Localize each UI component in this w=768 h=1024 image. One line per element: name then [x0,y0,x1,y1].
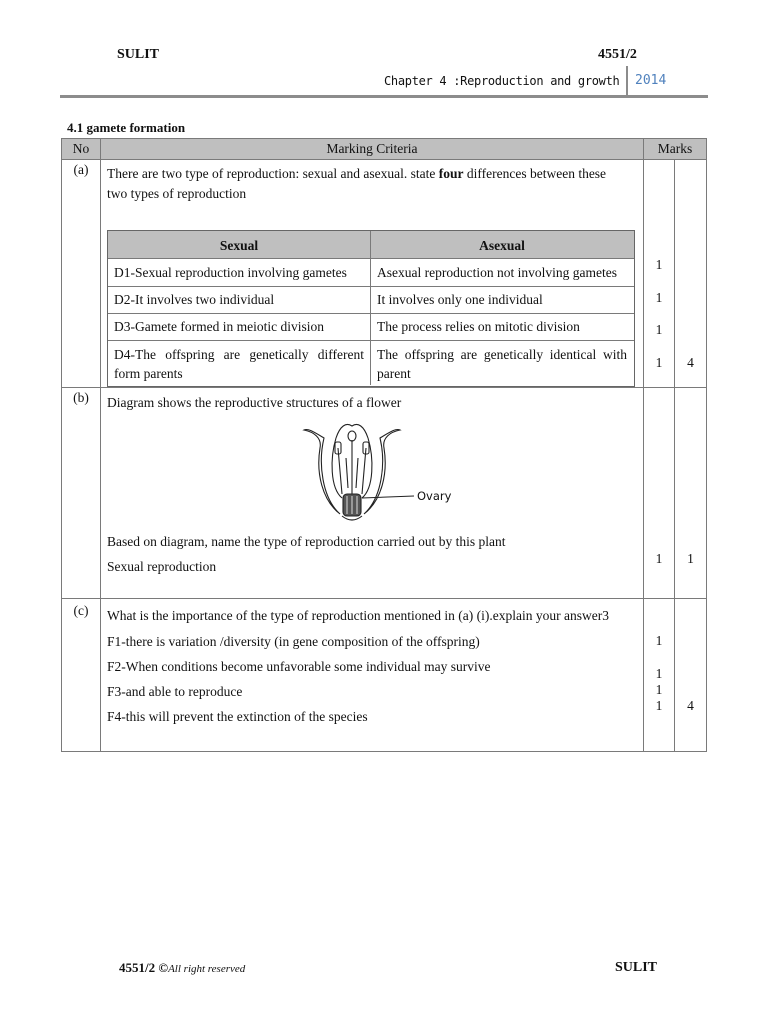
row-b-answer: Sexual reproduction [107,559,217,574]
row-a-mark-4: 1 [655,355,663,370]
comparison-d2-sexual: D2-It involves two individual [114,292,275,307]
row-c-mark-1: 1 [655,633,663,648]
column-header-criteria: Marking Criteria [326,141,418,156]
row-a-mark-2: 1 [655,290,663,305]
row-b-intro: Diagram shows the reproductive structures of a flower [107,395,402,410]
comparison-d1-asexual: Asexual reproduction not involving gametes [377,265,617,280]
row-c-point-3: F3-and able to reproduce [107,684,243,699]
row-a-mark-1: 1 [655,257,663,272]
row-a-mark-3: 1 [655,322,663,337]
header-separator [626,66,628,96]
footer-sulit: SULIT [615,960,658,975]
row-b-number: (b) [73,390,89,405]
comparison-d4-sexual-l1: D4-The offspring are genetically different [114,347,364,362]
header-rule [60,95,708,98]
row-c-number: (c) [73,603,89,618]
row-c-point-2: F2-When conditions become unfavorable some individual may survive [107,659,491,674]
comparison-d4-sexual-l2: form parents [114,366,183,381]
diagram-label-ovary: Ovary [417,489,452,503]
comparison-d3-sexual: D3-Gamete formed in meiotic division [114,319,324,334]
row-b-total: 1 [687,551,694,566]
comparison-head-asexual: Asexual [479,238,525,253]
comparison-d2-asexual: It involves only one individual [377,292,543,307]
header-paper-code: 4551/2 [598,47,637,62]
comparison-d4-asexual-l2: parent [377,366,411,381]
flower-diagram [300,418,480,528]
row-c-point-1: F1-there is variation /diversity (in gene composition of the offspring) [107,634,480,649]
row-a-total: 4 [687,355,694,370]
header-year: 2014 [635,73,667,88]
header-chapter: Chapter 4 :Reproduction and growth [384,74,620,88]
row-c-mark-4: 1 [655,698,663,713]
row-b-mark: 1 [655,551,663,566]
row-b-question: Based on diagram, name the type of reproduction carried out by this plant [107,534,506,549]
row-c-mark-3: 1 [655,682,663,697]
section-title: 4.1 gamete formation [67,120,186,135]
column-header-no: No [72,141,90,156]
footer-copyright: 4551/2 ©All right reserved [119,960,246,975]
comparison-head-sexual: Sexual [219,238,259,253]
header-sulit: SULIT [117,47,160,62]
row-c-question: What is the importance of the type of reproduction mentioned in (a) (i).explain your answer3 [107,608,609,623]
row-a-number: (a) [73,162,89,177]
row-a-question-line2: two types of reproduction [107,186,247,201]
row-c-total: 4 [687,698,694,713]
row-c-mark-2: 1 [655,666,663,681]
row-a-question: There are two type of reproduction: sexual and asexual. state four differences between these [107,166,607,181]
row-c-point-4: F4-this will prevent the extinction of the species [107,709,368,724]
comparison-d3-asexual: The process relies on mitotic division [377,319,580,334]
comparison-d1-sexual: D1-Sexual reproduction involving gametes [114,265,347,280]
comparison-d4-asexual-l1: The offspring are genetically identical with [377,347,627,362]
column-header-marks: Marks [657,141,693,156]
